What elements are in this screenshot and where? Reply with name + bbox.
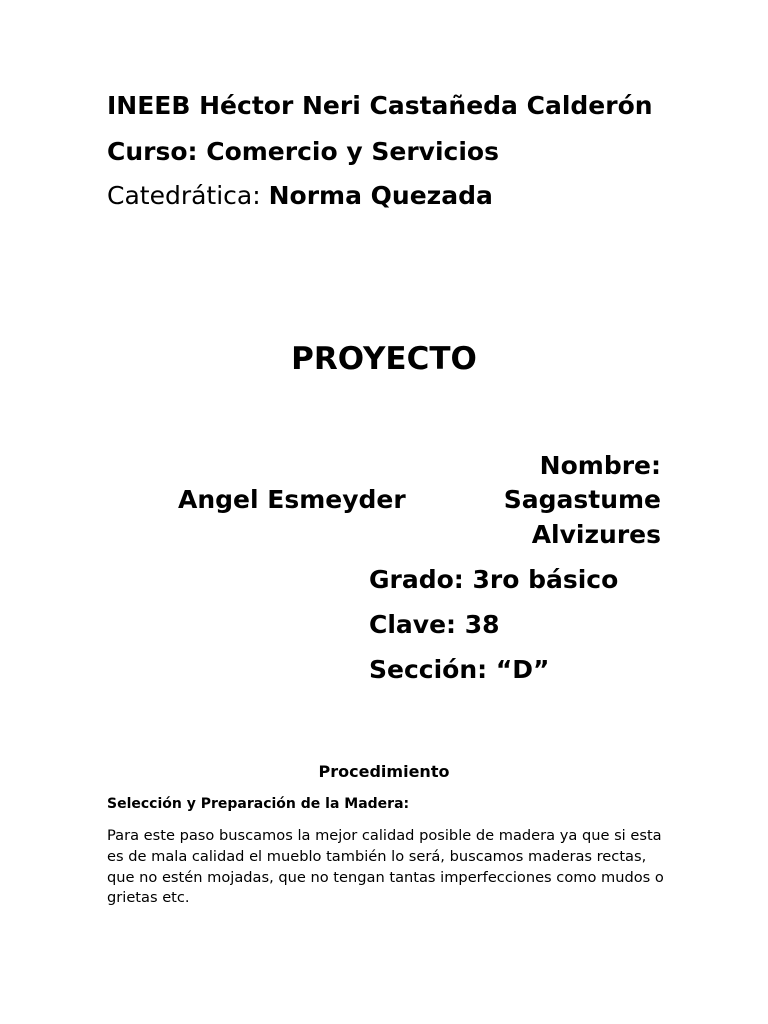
student-section: Sección: “D” xyxy=(369,655,550,684)
teacher-label: Catedrática: xyxy=(107,181,269,210)
student-key: Clave: 38 xyxy=(369,610,500,639)
student-surname-1: Sagastume xyxy=(503,485,661,514)
name-label: Nombre: xyxy=(539,451,661,480)
student-first-names: Angel Esmeyder xyxy=(178,485,406,514)
school-name: INEEB Héctor Neri Castañeda Calderón xyxy=(107,91,653,120)
procedure-subheading: Selección y Preparación de la Madera: xyxy=(107,796,410,812)
procedure-paragraph: Para este paso buscamos la mejor calidad posible de madera ya que si esta es de mala calidad el mueblo también lo será, buscamos maderas rectas, que no estén mojadas, que no tengan tantas imperfecciones como mudos o grietas etc. xyxy=(107,827,664,907)
course-name: Curso: Comercio y Servicios xyxy=(107,137,499,166)
procedure-heading: Procedimiento xyxy=(318,762,450,781)
student-surname-2: Alvizures xyxy=(531,520,661,549)
teacher-line xyxy=(107,181,493,211)
student-grade: Grado: 3ro básico xyxy=(369,565,619,594)
document-title: PROYECTO xyxy=(291,341,477,377)
teacher-name: Norma Quezada xyxy=(268,181,493,210)
